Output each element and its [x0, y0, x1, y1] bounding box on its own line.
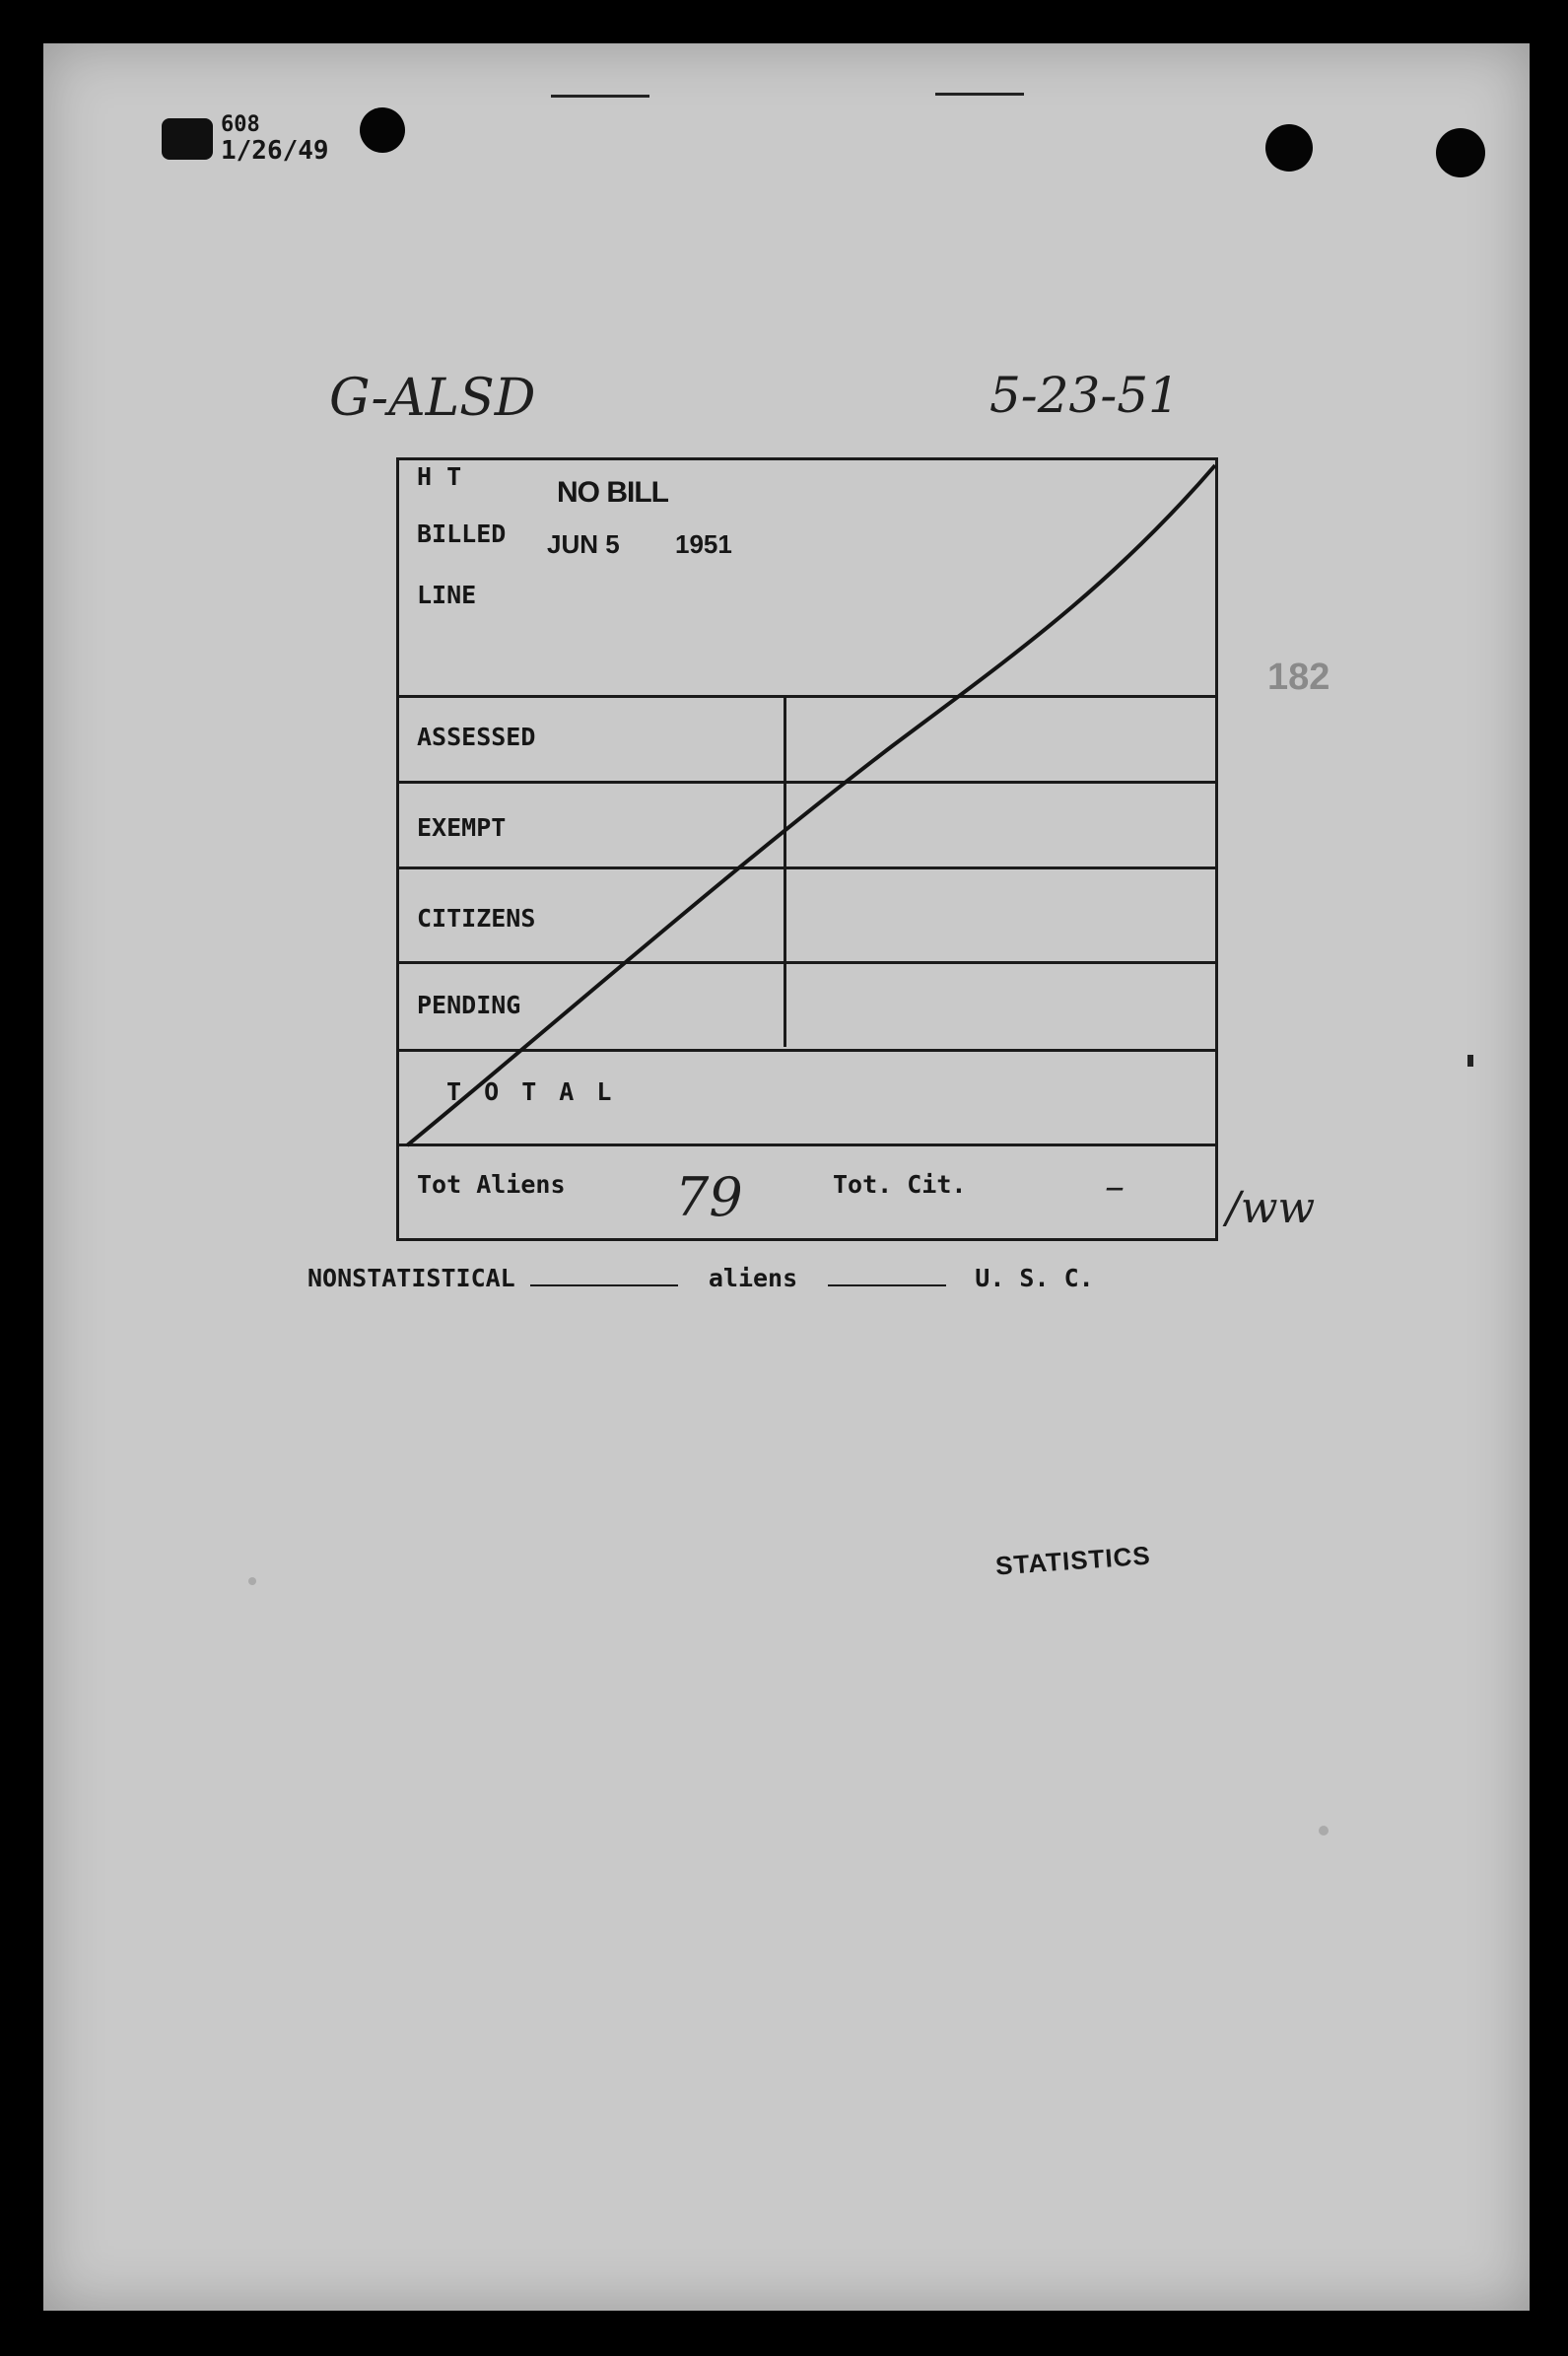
top-mark-right [935, 93, 1024, 96]
statistics-stamp: STATISTICS [994, 1540, 1152, 1581]
billed-label: BILLED [417, 520, 507, 548]
tot-cit-label: Tot. Cit. [833, 1170, 967, 1199]
usc-label: U. S. C. [975, 1264, 1094, 1292]
nonstatistical-blank [530, 1284, 678, 1286]
punch-hole-left [360, 107, 405, 153]
nonstatistical-label: NONSTATISTICAL [307, 1264, 515, 1292]
corner-note-date: 1/26/49 [221, 136, 329, 166]
top-mark-left [551, 95, 649, 98]
aliens-blank [828, 1284, 946, 1286]
handwritten-code: G-ALSD [329, 369, 536, 428]
tot-aliens-label: Tot Aliens [417, 1170, 566, 1199]
handwritten-initials: /ww [1226, 1183, 1316, 1233]
aliens-label: aliens [708, 1264, 798, 1292]
speck-1 [1467, 1055, 1473, 1067]
tot-cit-value: – [1105, 1164, 1125, 1210]
row-label-pending: PENDING [417, 991, 521, 1019]
row-label-citizens: CITIZENS [417, 904, 536, 933]
ht-label: H T [417, 462, 462, 491]
speck-2 [248, 1577, 256, 1585]
document-sheet [43, 43, 1530, 2311]
corner-ink-blot [162, 118, 213, 160]
punch-hole-right [1436, 128, 1485, 177]
billed-date: JUN 5 [547, 529, 620, 559]
punch-hole-mid [1265, 124, 1313, 172]
speck-3 [1319, 1826, 1329, 1836]
row-label-exempt: EXEMPT [417, 813, 507, 842]
nonstatistical-line [307, 1264, 1094, 1292]
handwritten-date: 5-23-51 [989, 367, 1180, 424]
page-number: 182 [1267, 657, 1330, 698]
tot-aliens-value: 79 [675, 1166, 743, 1228]
total-label: T O T A L [446, 1077, 616, 1106]
corner-note-number: 608 [221, 112, 260, 137]
row-label-assessed: ASSESSED [417, 723, 536, 751]
line-label: LINE [417, 581, 477, 609]
form-box [396, 457, 1218, 1241]
billed-year: 1951 [675, 529, 732, 559]
ht-value: NO BILL [557, 476, 668, 509]
strike-through-line [399, 460, 1221, 1244]
